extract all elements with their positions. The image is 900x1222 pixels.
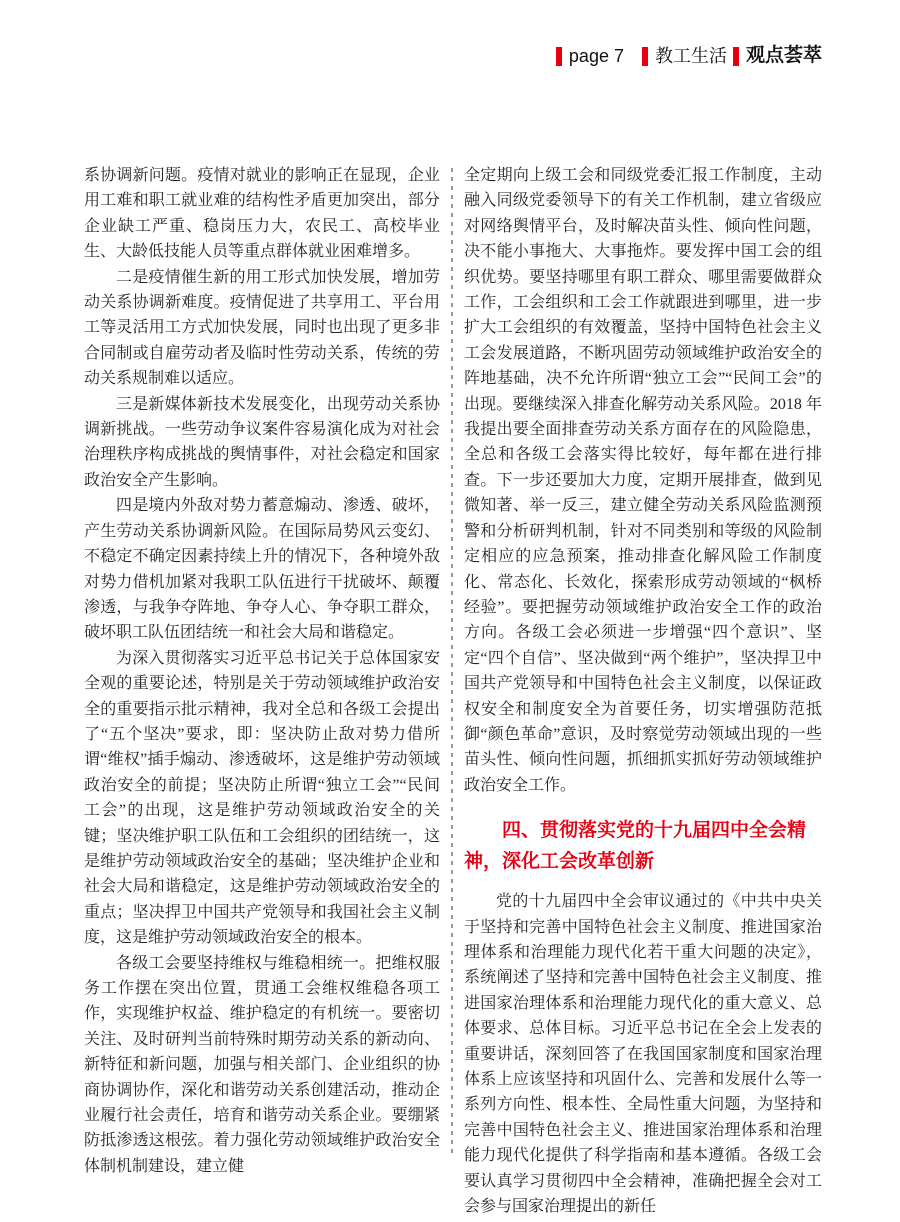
red-bar-icon (642, 47, 648, 66)
column-title-label: 观点荟萃 (745, 45, 822, 66)
paragraph: 各级工会要坚持维权与维稳相统一。把维权服务工作摆在突出位置，贯通工会维权维稳各项工作，实现维护权益、维护稳定的有机统一。要密切关注、及时研判当前特殊时期劳动关系的新动向、新特征和新问题，加强与相关部门、企业组织的协商协调协作，深化和谐劳动关系创建活动，推动企业履行社会责任，培育和谐劳动关系企业。要绷紧防抵渗透这根弦。着力强化劳动领域维护政治安全体制机制建设，建立健 (84, 954, 440, 1175)
column-title (733, 45, 822, 67)
paragraph: 全定期向上级工会和同级党委汇报工作制度，主动融入同级党委领导下的有关工作机制，建立省级应对网络舆情平台，及时解决苗头性、倾向性问题，决不能小事拖大、大事拖炸。要发挥中国工会的组织优势。要坚持哪里有职工群众、哪里需要做群众工作，工会组织和工会工作就跟进到哪里，进一步扩大工会组织的有效覆盖，坚持中国特色社会主义工会发展道路，不断巩固劳动领域维护政治安全的阵地基础，决不允许所谓“独立工会”“民间工会”的出现。要继续深入排查化解劳动关系风险。2018 年我提出要全面排查劳动关系方面存在的风险隐患，全总和各级工会落实得比较好，每年都在进行排查。下一步还要加大力度，定期开展排查，做到见微知著、举一反三，建立健全劳动关系风险监测预警和分析研判机制，针对不同类别和等级的风险制定相应的应急预案，推动排查化解风险工作制度化、常态化、长效化，探索形成劳动领域的“枫桥经验”。要把握劳动领域维护政治安全工作的政治方向。各级工会必须进一步增强“四个意识”、坚定“四个自信”、坚决做到“两个维护”，坚决捍卫中国共产党领导和中国特色社会主义制度，以保证政权安全和制度安全为首要任务，切实增强防范抵御“颜色革命”意识，及时察觉劳动领域出现的一些苗头性、倾向性问题，抓细抓实抓好劳动领域维护政治安全工作。 (464, 167, 822, 794)
red-bar-icon (733, 47, 739, 66)
paragraph: 系协调新问题。疫情对就业的影响正在显现，企业用工难和职工就业难的结构性矛盾更加突出，部分企业缺工严重、稳岗压力大，农民工、高校毕业生、大龄低技能人员等重点群体就业困难增多。 (84, 167, 440, 261)
paragraph: 三是新媒体新技术发展变化，出现劳动关系协调新挑战。一些劳动争议案件容易演化成为对社会治理秩序构成挑战的舆情事件，对社会稳定和国家政治安全产生影响。 (84, 395, 440, 489)
paragraph: 为深入贯彻落实习近平总书记关于总体国家安全观的重要论述，特别是关于劳动领域维护政治安全的重要指示批示精神，我对全总和各级工会提出了“五个坚决”要求，即：坚决防止敌对势力借所谓“维权”插手煽动、渗透破坏，这是维护劳动领域政治安全的前提；坚决防止所谓“独立工会”“民间工会”的出现，这是维护劳动领域政治安全的关键；坚决维护职工队伍和工会组织的团结统一，这是维护劳动领域政治安全的基础；坚决维护企业和社会大局和谐稳定，这是维护劳动领域政治安全的重点；坚决捍卫中国共产党领导和我国社会主义制度，这是维护劳动领域政治安全的根本。 (84, 649, 440, 947)
red-bar-icon (556, 47, 562, 66)
left-column (84, 163, 440, 1219)
paragraph: 党的十九届四中全会审议通过的《中共中央关于坚持和完善中国特色社会主义制度、推进国家治理体系和治理能力现代化若干重大问题的决定》，系统阐述了坚持和完善中国特色社会主义制度、推进国家治理体系和治理能力现代化的重大意义、总体要求、总体目标。习近平总书记在全会上发表的重要讲话，深刻回答了在我国国家制度和国家治理体系上应该坚持和巩固什么、完善和发展什么等一系列方向性、根本性、全局性重大问题，为坚持和完善中国特色社会主义、推进国家治理体系和治理能力现代化提供了科学指南和基本遵循。各级工会要认真学习贯彻四中全会精神，准确把握全会对工会参与国家治理提出的新任 (464, 893, 822, 1216)
page-number-label: page 7 (568, 46, 624, 66)
paragraph: 四是境内外敌对势力蓄意煽动、渗透、破坏，产生劳动关系协调新风险。在国际局势风云变幻、不稳定不确定因素持续上升的情况下，各种境外敌对势力借机加紧对我职工队伍进行干扰破坏、颠覆渗透，与我争夺阵地、争夺人心、争夺职工群众，破坏职工队伍团结统一和社会大局和谐稳定。 (84, 497, 440, 642)
section-label: 教工生活 (654, 46, 727, 66)
page-header (556, 45, 822, 67)
section-name (642, 45, 727, 67)
right-column (464, 163, 822, 1219)
article-body (84, 163, 822, 1219)
page-number (556, 45, 624, 67)
paragraph: 二是疫情催生新的用工形式加快发展，增加劳动关系协调新难度。疫情促进了共享用工、平台用工等灵活用工方式加快发展，同时也出现了更多非合同制或自雇劳动者及临时性劳动关系，传统的劳动关系规制难以适应。 (84, 268, 440, 388)
section-heading: 四、贯彻落实党的十九届四中全会精神，深化工会改革创新 (464, 820, 807, 873)
